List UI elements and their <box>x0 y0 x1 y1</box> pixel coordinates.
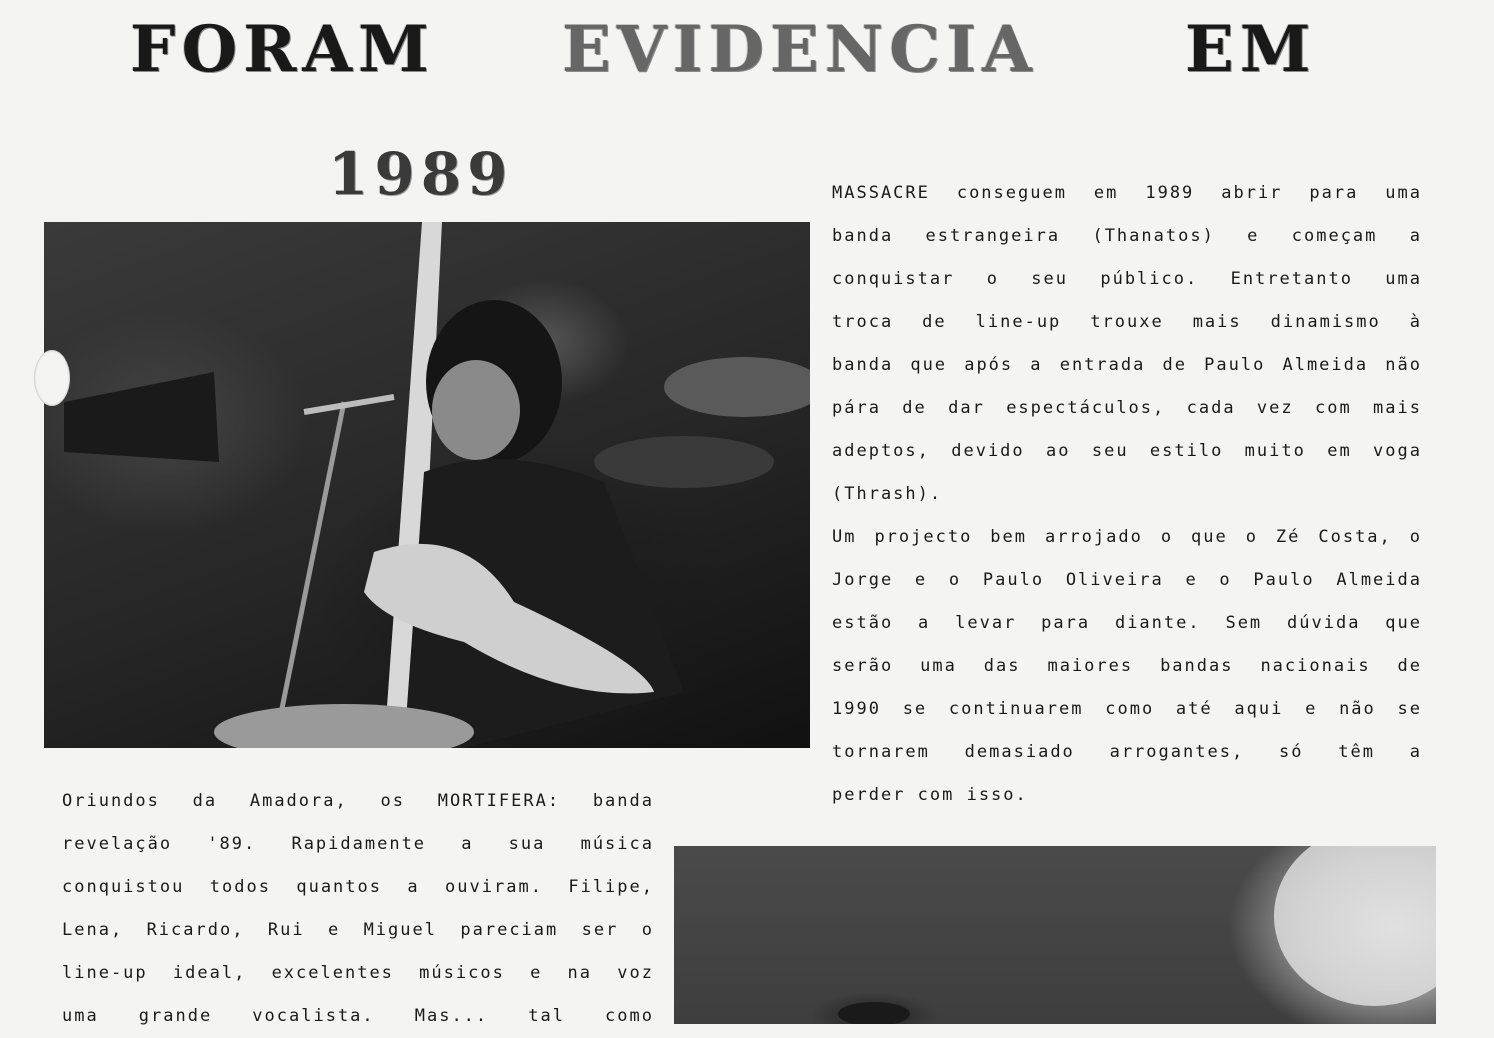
text-line: banda que após a entrada de Paulo Almeida não <box>832 355 1422 375</box>
text-line: estão a levar para diante. Sem dúvida que <box>832 613 1422 633</box>
text-line: pára de dar espectáculos, cada vez com mais <box>832 398 1422 418</box>
text-line: Um projecto bem arrojado o que o Zé Costa, o <box>832 527 1422 547</box>
text-line: banda estrangeira (Thanatos) e começam a <box>832 226 1422 246</box>
text-line: perder com isso. <box>832 785 1028 805</box>
concert-photo-bottom <box>674 846 1436 1024</box>
binder-hole <box>34 350 70 406</box>
cymbal <box>664 357 810 417</box>
concert-photo-guitarist <box>44 222 810 748</box>
headline-word-evidencia: EVIDENCIA <box>562 12 1038 87</box>
article-massacre <box>832 172 1422 817</box>
text-line: conquistou todos quantos a ouviram. Filipe, <box>62 877 654 897</box>
text-line: Lena, Ricardo, Rui e Miguel pareciam ser o <box>62 920 654 940</box>
text-line: Oriundos da Amadora, os MORTIFERA: banda <box>62 791 654 811</box>
photo-illustration-bottom <box>674 846 1436 1024</box>
text-line: line-up ideal, excelentes músicos e na voz <box>62 963 654 983</box>
speaker <box>64 372 219 462</box>
text-line: tornarem demasiado arrogantes, só têm a <box>832 742 1422 762</box>
singer-face <box>432 360 520 460</box>
text-line: (Thrash). <box>832 484 943 504</box>
text-line: MASSACRE conseguem em 1989 abrir para uma <box>832 183 1422 203</box>
text-line: adeptos, devido ao seu estilo muito em voga <box>832 441 1422 461</box>
headline-word-em: EM <box>1185 12 1317 87</box>
microphone <box>304 397 394 412</box>
stage-light <box>1274 846 1436 1006</box>
headline-word-foram: FORAM <box>130 12 435 87</box>
mic-stand <box>274 402 344 748</box>
text-line: revelação '89. Rapidamente a sua música <box>62 834 654 854</box>
text-line: serão uma das maiores bandas nacionais de <box>832 656 1422 676</box>
text-line: troca de line-up trouxe mais dinamismo à <box>832 312 1422 332</box>
article-mortifera <box>62 780 654 1038</box>
text-line: Jorge e o Paulo Oliveira e o Paulo Almeida <box>832 570 1422 590</box>
text-line: 1990 se continuarem como até aqui e não se <box>832 699 1422 719</box>
photo-illustration <box>44 222 810 748</box>
cymbal-lower <box>594 436 774 488</box>
text-line: conquistar o seu público. Entretanto uma <box>832 269 1422 289</box>
text-line: uma grande vocalista. Mas... tal como <box>62 1006 654 1026</box>
dark-object <box>838 1002 910 1024</box>
headline-year: 1989 <box>328 140 514 208</box>
